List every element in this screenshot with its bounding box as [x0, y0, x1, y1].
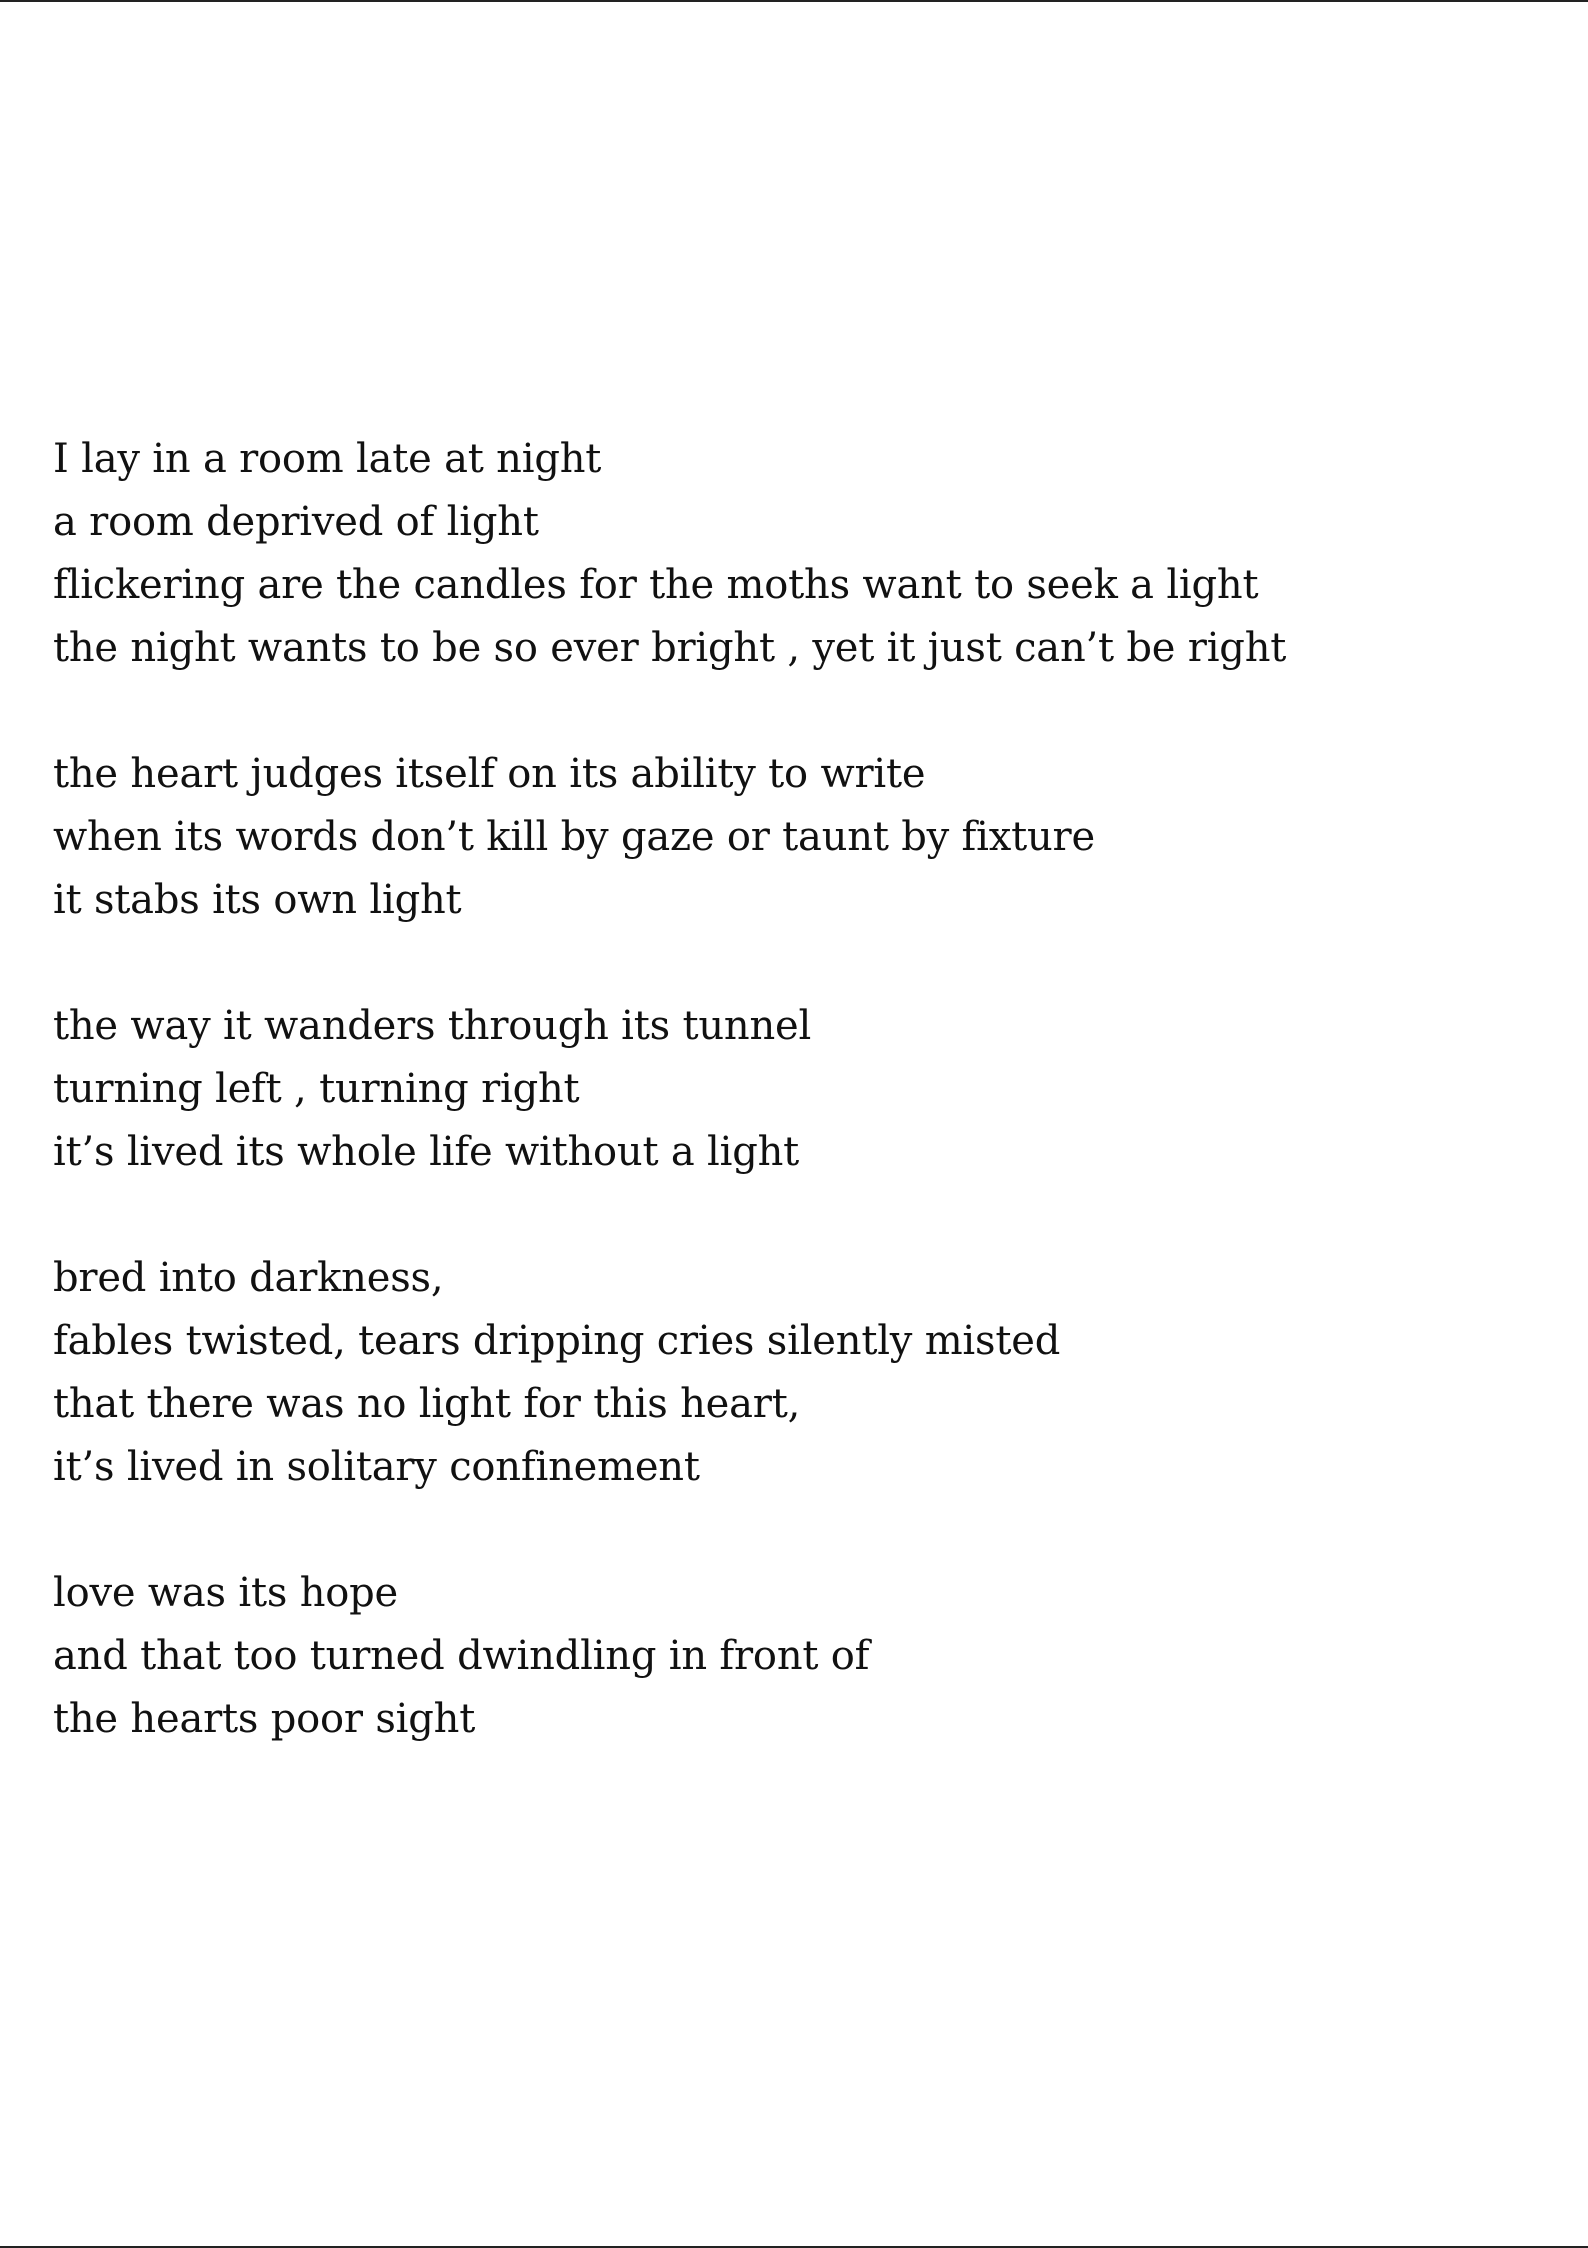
poem-line: when its words don’t kill by gaze or taunt by fixture	[53, 814, 1095, 860]
poem-line: flickering are the candles for the moths want to seek a light	[53, 562, 1259, 608]
stanza-4	[53, 1247, 1533, 1499]
stanza-5	[53, 1562, 1533, 1751]
top-border	[0, 0, 1588, 2]
poem-line: and that too turned dwindling in front of	[53, 1633, 870, 1679]
poem-body	[53, 428, 1533, 1814]
poem-line: bred into darkness,	[53, 1255, 444, 1301]
stanza-3	[53, 995, 1533, 1184]
stanza-2	[53, 743, 1533, 932]
poem-line: it’s lived in solitary confinement	[53, 1444, 700, 1490]
stanza-1	[53, 428, 1533, 680]
poem-line: that there was no light for this heart,	[53, 1381, 801, 1427]
poem-line: it’s lived its whole life without a light	[53, 1129, 800, 1175]
poem-line: love was its hope	[53, 1570, 399, 1616]
poem-line: the heart judges itself on its ability to write	[53, 751, 926, 797]
poem-line: a room deprived of light	[53, 499, 539, 545]
poem-line: the hearts poor sight	[53, 1696, 476, 1742]
poem-line: I lay in a room late at night	[53, 436, 602, 482]
poem-line: the way it wanders through its tunnel	[53, 1003, 812, 1049]
poem-line: the night wants to be so ever bright , yet it just can’t be right	[53, 625, 1287, 671]
poem-line: fables twisted, tears dripping cries silently misted	[53, 1318, 1061, 1364]
poem-line: it stabs its own light	[53, 877, 462, 923]
poem-line: turning left , turning right	[53, 1066, 580, 1112]
